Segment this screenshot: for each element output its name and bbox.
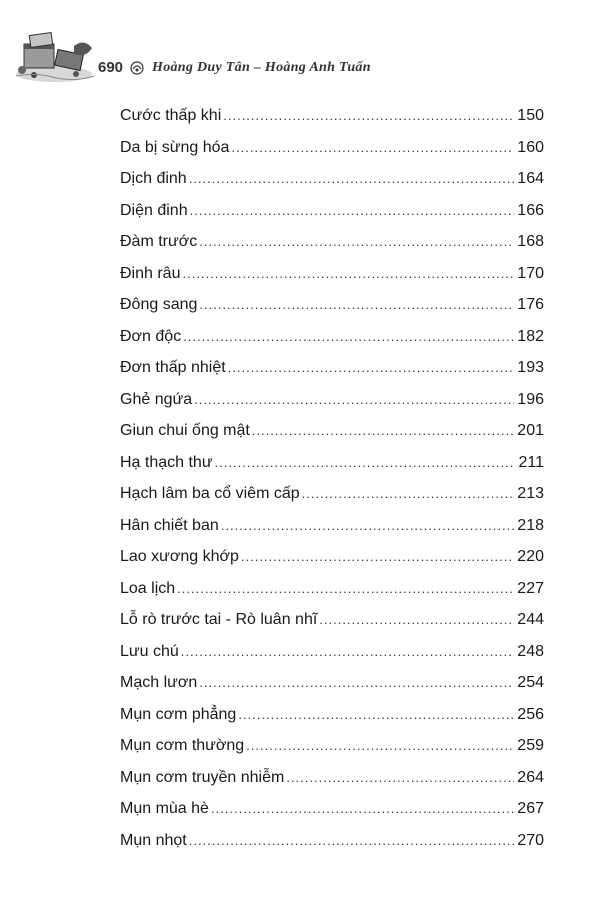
dot-leader	[181, 640, 514, 664]
toc-entry-page: 168	[517, 233, 544, 250]
dot-leader	[246, 734, 514, 758]
dot-leader	[319, 608, 514, 632]
dot-leader	[194, 388, 514, 412]
toc-entry-page: 218	[517, 516, 544, 534]
dot-leader	[199, 671, 514, 695]
toc-entry	[120, 829, 544, 861]
dot-leader	[231, 136, 514, 160]
toc-entry	[120, 419, 544, 451]
dot-leader	[302, 482, 514, 506]
dot-leader	[189, 829, 514, 853]
dot-leader	[223, 104, 514, 128]
toc-entry-title: Loa lịch	[120, 579, 176, 597]
page-number: 690	[98, 59, 124, 76]
toc-entry-title: Mạch lươn	[120, 674, 198, 691]
toc-entry-title: Mụn cơm truyền nhiễm	[120, 768, 285, 786]
toc-entry-title: Đơn độc	[120, 327, 182, 345]
page-header	[14, 26, 414, 86]
toc-entry-title: Lưu chú	[120, 642, 179, 660]
toc-entry-title: Giun chui ống mật	[120, 422, 250, 439]
toc-entry	[120, 293, 544, 325]
toc-entry	[120, 388, 544, 420]
toc-entry-title: Mụn cơm thường	[120, 737, 245, 754]
toc-entry-page: 270	[517, 831, 544, 849]
toc-entry	[120, 671, 544, 703]
toc-entry	[120, 640, 544, 672]
dot-leader	[215, 451, 514, 475]
toc-entry-page: 176	[517, 296, 544, 313]
toc-entry-page: 150	[517, 107, 544, 124]
toc-entry	[120, 514, 544, 546]
dot-leader	[238, 703, 514, 727]
toc-entry-title: Đinh râu	[120, 264, 181, 282]
toc-entry-page: 220	[517, 548, 544, 565]
toc-entry	[120, 136, 544, 168]
toc-entry	[120, 734, 544, 766]
toc-entry-page: 267	[517, 800, 544, 817]
toc-entry-title: Hạch lâm ba cổ viêm cấp	[120, 485, 300, 502]
toc-entry	[120, 167, 544, 199]
toc-entry-title: Đơn thấp nhiệt	[120, 359, 226, 376]
toc-entry-page: 182	[517, 327, 544, 345]
table-of-contents	[120, 104, 544, 860]
toc-entry-title: Mụn mùa hè	[120, 800, 209, 817]
toc-entry-page: 227	[517, 579, 544, 597]
toc-entry-page: 254	[517, 674, 544, 691]
dot-leader	[241, 545, 514, 569]
toc-entry	[120, 797, 544, 829]
dot-leader	[199, 293, 514, 317]
toc-entry-title: Hạ thạch thư	[120, 453, 213, 471]
toc-entry-page: 248	[517, 642, 544, 660]
toc-entry-page: 170	[517, 264, 544, 282]
toc-entry-page: 256	[517, 705, 544, 723]
toc-entry-page: 196	[517, 390, 544, 408]
dot-leader	[189, 167, 514, 191]
toc-entry	[120, 703, 544, 735]
toc-entry-page: 244	[517, 611, 544, 628]
toc-entry-title: Lao xương khớp	[120, 548, 239, 565]
dot-leader	[221, 514, 514, 538]
toc-entry-page: 160	[517, 138, 544, 156]
toc-entry-title: Ghẻ ngứa	[120, 390, 193, 408]
toc-entry-page: 164	[517, 170, 544, 187]
toc-entry	[120, 766, 544, 798]
toc-entry-title: Diện đinh	[120, 201, 188, 219]
dot-leader	[177, 577, 514, 601]
toc-entry-title: Cước thấp khi	[120, 107, 222, 124]
books-illustration-icon	[14, 26, 96, 84]
toc-entry	[120, 545, 544, 577]
dot-leader	[182, 262, 514, 286]
circle-swirl-icon	[130, 61, 144, 75]
toc-entry	[120, 608, 544, 640]
toc-entry-title: Mụn cơm phẳng	[120, 705, 237, 723]
toc-entry-page: 264	[517, 768, 544, 786]
toc-entry-page: 213	[517, 485, 544, 502]
toc-entry	[120, 104, 544, 136]
dot-leader	[199, 230, 514, 254]
toc-entry-page: 166	[517, 201, 544, 219]
toc-entry-title: Mụn nhọt	[120, 831, 187, 849]
toc-entry	[120, 482, 544, 514]
toc-entry	[120, 451, 544, 483]
toc-entry-title: Lỗ rò trước tai - Rò luân nhĩ	[120, 611, 318, 628]
dot-leader	[190, 199, 514, 223]
toc-entry-title: Dịch đinh	[120, 170, 187, 187]
toc-entry-page: 211	[518, 453, 544, 471]
toc-entry	[120, 199, 544, 231]
toc-entry-page: 201	[517, 422, 544, 439]
dot-leader	[211, 797, 514, 821]
toc-entry-page: 259	[517, 737, 544, 754]
toc-entry-title: Da bị sừng hóa	[120, 138, 230, 156]
toc-entry	[120, 230, 544, 262]
toc-entry	[120, 577, 544, 609]
toc-entry	[120, 356, 544, 388]
dot-leader	[183, 325, 514, 349]
running-title: Hoàng Duy Tân – Hoàng Anh Tuấn	[152, 60, 371, 75]
toc-entry	[120, 262, 544, 294]
toc-entry-title: Đàm trước	[120, 233, 198, 250]
toc-entry	[120, 325, 544, 357]
dot-leader	[228, 356, 514, 380]
dot-leader	[252, 419, 514, 443]
toc-entry-title: Hân chiết ban	[120, 516, 219, 534]
toc-entry-page: 193	[517, 359, 544, 376]
toc-entry-title: Đông sang	[120, 296, 198, 313]
dot-leader	[286, 766, 514, 790]
